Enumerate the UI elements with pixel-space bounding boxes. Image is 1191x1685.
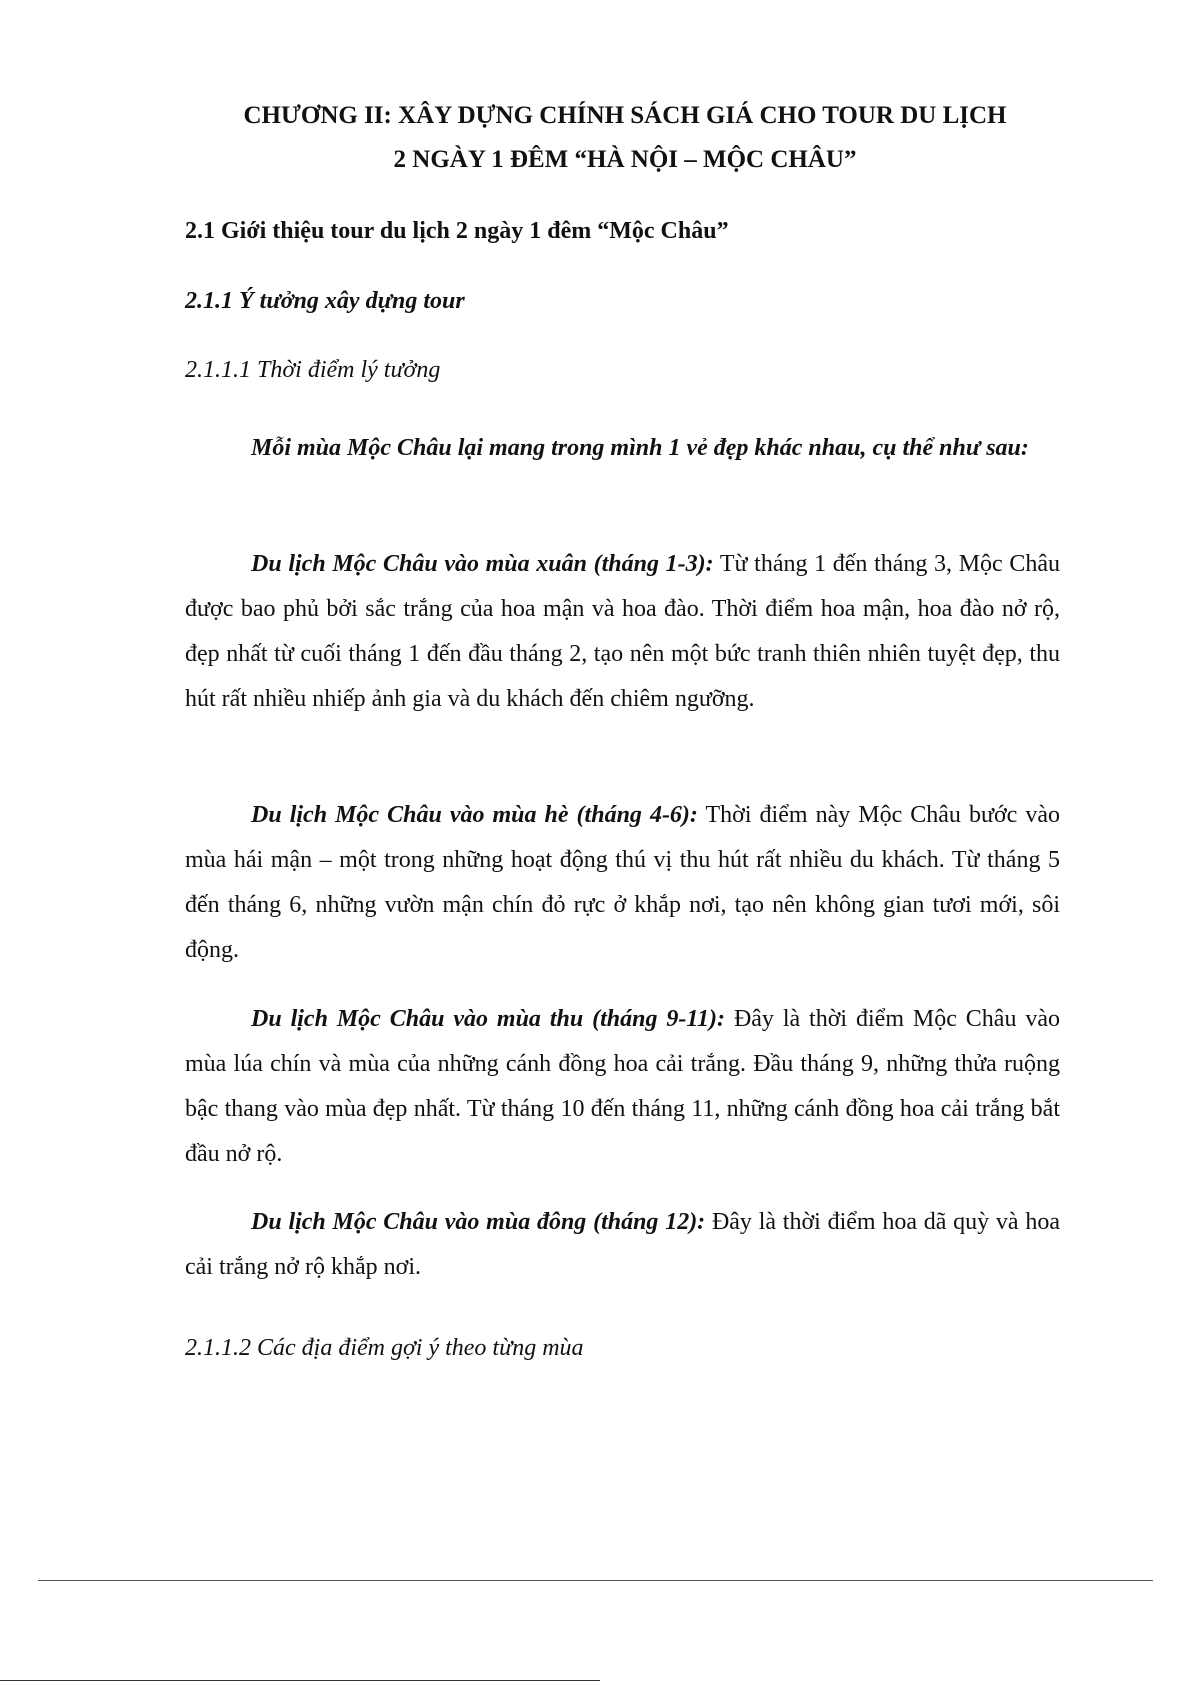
season-lead-spring: Du lịch Mộc Châu vào mùa xuân (tháng 1-3): [251, 551, 714, 577]
intro-paragraph: Mỗi mùa Mộc Châu lại mang trong mình 1 vẻ đẹp khác nhau, cụ thể như sau: [251, 435, 1029, 461]
subsection-heading: 2.1.1 Ý tưởng xây dựng tour [185, 288, 465, 314]
season-paragraph-spring [185, 542, 1060, 722]
season-paragraph-summer [185, 793, 1060, 973]
season-text-summer: Thời điểm này Mộc Châu bước vào mùa hái mận – một trong những hoạt động thú vị thu hút rất nhiều du khách. Từ tháng 5 đến tháng 6, những vườn mận chín đỏ rực ở khắp nơi, tạo nên không gian tươi mới, sôi động. [185, 802, 1060, 963]
subsubsection-heading-suggested-places: 2.1.1.2 Các địa điểm gợi ý theo từng mùa [185, 1335, 584, 1361]
season-text-spring: Từ tháng 1 đến tháng 3, Mộc Châu được bao phủ bởi sắc trắng của hoa mận và hoa đào. Thời điểm hoa mận, hoa đào nở rộ, đẹp nhất từ cuối tháng 1 đến đầu tháng 2, tạo nên một bức tranh thiên nhiên tuyệt đẹp, thu hút rất nhiều nhiếp ảnh gia và du khách đến chiêm ngưỡng. [185, 551, 1060, 712]
season-text-winter: Đây là thời điểm hoa dã quỳ và hoa cải trắng nở rộ khắp nơi. [185, 1209, 1060, 1280]
season-paragraph-winter [185, 1200, 1060, 1290]
season-lead-autumn: Du lịch Mộc Châu vào mùa thu (tháng 9-11): [251, 1006, 726, 1032]
subsubsection-heading-ideal-time: 2.1.1.1 Thời điểm lý tưởng [185, 357, 441, 383]
season-text-autumn: Đây là thời điểm Mộc Châu vào mùa lúa chín và mùa của những cánh đồng hoa cải trắng. Đầu tháng 9, những thửa ruộng bậc thang vào mùa đẹp nhất. Từ tháng 10 đến tháng 11, những cánh đồng hoa cải trắng bắt đầu nở rộ. [185, 1006, 1061, 1167]
chapter-title [185, 94, 1065, 182]
bottom-edge-line [0, 1680, 600, 1681]
section-heading: 2.1 Giới thiệu tour du lịch 2 ngày 1 đêm “Mộc Châu” [185, 218, 729, 244]
chapter-title-line-1: CHƯƠNG II: XÂY DỰNG CHÍNH SÁCH GIÁ CHO TOUR DU LỊCH [243, 102, 1007, 129]
season-lead-winter: Du lịch Mộc Châu vào mùa đông (tháng 12): [251, 1209, 706, 1235]
chapter-title-line-2: 2 NGÀY 1 ĐÊM “HÀ NỘI – MỘC CHÂU” [393, 146, 857, 173]
footer-divider [38, 1580, 1153, 1581]
season-paragraph-autumn [185, 997, 1060, 1177]
season-lead-summer: Du lịch Mộc Châu vào mùa hè (tháng 4-6): [251, 802, 698, 828]
